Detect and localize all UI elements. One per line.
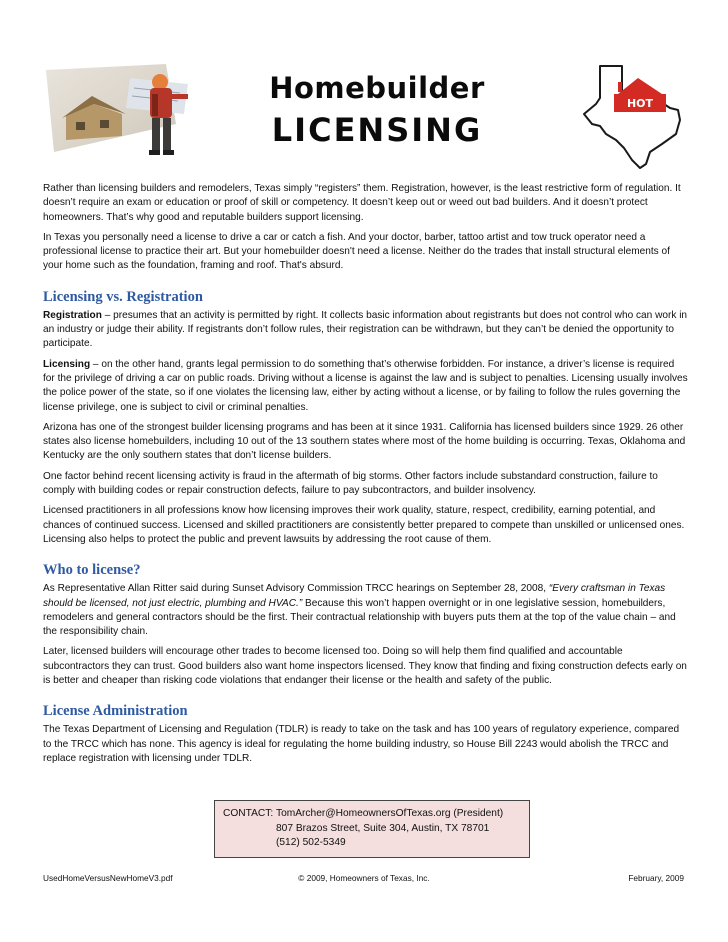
licensing-text: – on the other hand, grants legal permission to do something that’s otherwise forbidden. For instance, a driver’s license is required for the privilege of driving a car on public roads. Driving without a license is against the law and is subject to penalties. Licensing usually involves the police power of the state, so if one violates the licensing law, either by acting without a license, or by failing to follow the rules governing the license privilege, one is subject to civil or criminal penalties. xyxy=(43,358,688,413)
footer-copyright: © 2009, Homeowners of Texas, Inc. xyxy=(298,873,430,883)
page-header xyxy=(0,0,728,180)
licensing-term: Licensing xyxy=(43,358,91,370)
registration-text: – presumes that an activity is permitted by right. It collects basic information about registrants but does not control who can work in an industry or judge their ability. If registrants don’t follow rules, their registration can be withdrawn, but they can’t be denied the opportunity to participate. xyxy=(43,309,688,350)
intro-paragraph-2: In Texas you personally need a license to drive a car or catch a fish. And your doctor, barber, tattoo artist and tow truck operator need a professional license to practice their art. But your homebuilder doesn't need a license. Neither do the trades that install structural elements of your home such as the foundation, framing and roof. That's absurd. xyxy=(43,231,670,272)
contact-label: CONTACT: xyxy=(223,808,274,819)
ritter-quote: “Every craftsman in Texas should be licensed, not just electric, plumbing and HVAC.” xyxy=(43,583,666,609)
section2-paragraph-1 xyxy=(43,582,688,639)
section1-paragraph-4: One factor behind recent licensing activity is fraud in the aftermath of big storms. Other factors include substandard construction, failure to comply with building codes or repair construction defects, failure to pay subcontractors, and builder insolvency. xyxy=(43,470,658,497)
hot-badge-text: HOT xyxy=(626,97,654,110)
contact-box xyxy=(214,800,530,858)
licensing-definition xyxy=(43,358,688,415)
section-heading-license-administration: License Administration xyxy=(43,703,188,720)
section3-paragraph-1: The Texas Department of Licensing and Regulation (TDLR) is ready to take on the task and has 100 years of regulatory experience, compared to the TRCC which has none. This agency is ideal for regulating the home building industry, so House Bill 2243 would abolish the TRCC and replace registration with licensing under TDLR. xyxy=(43,724,680,764)
footer-date: February, 2009 xyxy=(628,873,684,883)
title-line-2: LICENSING xyxy=(271,111,483,149)
page-title xyxy=(236,68,518,152)
article-body xyxy=(43,182,688,772)
section-heading-licensing-vs-registration: Licensing vs. Registration xyxy=(43,288,203,305)
ritter-followup: Because this won’t happen overnight or in one legislative session, homebuilders, remodelers and general contractors should be the first. Their contractual relationship with buyers puts them at the top of the value chain – and the responsibility chain. xyxy=(43,597,676,638)
texas-hot-logo xyxy=(580,64,684,170)
footer-filename: UsedHomeVersusNewHomeV3.pdf xyxy=(43,873,173,883)
contact-phone: (512) 502-5349 xyxy=(276,837,346,849)
intro-paragraph-1: Rather than licensing builders and remodelers, Texas simply “registers” them. Registration, however, is the least restrictive form of regulation. It doesn’t require an exam or education or proof of skill or competency. It doesn’t keep out or weed out bad builders. And it doesn’t protect homeowners. That’s why good and reputable builders support licensing. xyxy=(43,183,681,223)
section-heading-who-to-license: Who to license? xyxy=(43,562,141,579)
section1-paragraph-5: Licensed practitioners in all professions know how licensing improves their work quality, stature, respect, credibility, earning potential, and chances of continued success. Licensed and skilled practitioners are consistently better prepared to compete than unskilled or unlicensed ones. Licensing also helps to protect the public and prevent lawsuits by addressing the root cause of them. xyxy=(43,505,685,545)
section2-paragraph-2: Later, licensed builders will encourage other trades to become licensed too. Doing so will help them find qualified and accountable subcontractors they can trust. Good builders also want home inspectors licensed. They know that finding and fixing construction defects early on is better and cheaper than risking code violations that endanger their license or the health and safety of the public. xyxy=(43,646,687,687)
registration-term: Registration xyxy=(43,309,102,321)
ritter-intro: As Representative Allan Ritter said during Sunset Advisory Commission TRCC hearings on September 28, 2008, xyxy=(43,583,549,595)
hot-house-icon xyxy=(614,78,666,112)
registration-definition xyxy=(43,309,688,352)
texas-outline-icon xyxy=(584,66,680,168)
section1-paragraph-3: Arizona has one of the strongest builder licensing programs and has been at it since 1931. California has licensed builders since 1929. 26 other states also license homebuilders, including 10 out of the 13 southern states where most of the home building is occurring. Texas, Oklahoma and Kentucky are the only southern states that don’t license builders. xyxy=(43,421,686,462)
contact-address: 807 Brazos Street, Suite 304, Austin, TX 78701 xyxy=(276,822,490,834)
contact-email[interactable]: TomArcher@HomeownersOfTexas.org (President) xyxy=(276,808,504,819)
title-line-1: Homebuilder xyxy=(269,71,485,105)
builder-photo xyxy=(46,64,216,166)
